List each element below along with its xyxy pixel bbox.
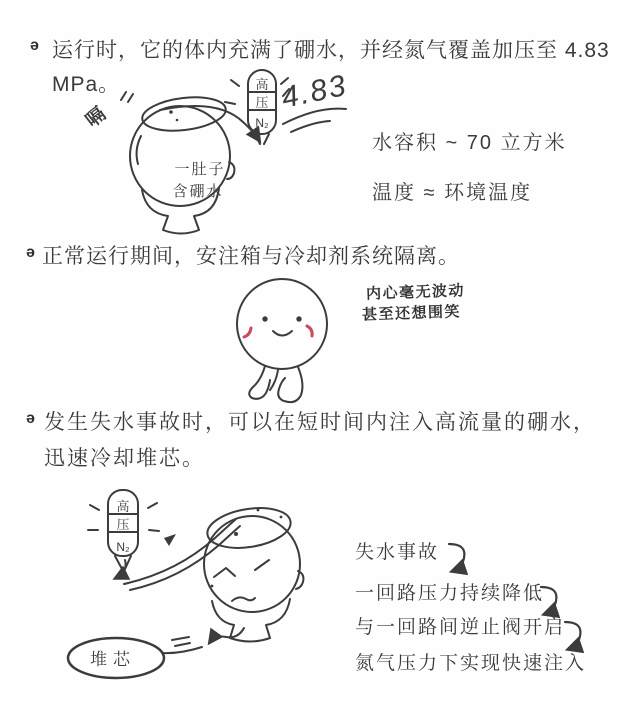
sound-emphasis-marks [121, 92, 133, 102]
blob-smile [273, 331, 292, 336]
tank-right-brow [255, 560, 269, 570]
pipe-to-cylinder-arrow [160, 106, 259, 140]
step-pressure-drop: 一回路压力持续降低 [355, 583, 545, 604]
calm-blob-character [218, 274, 358, 404]
curvy-arrow-icon [446, 540, 476, 576]
tank-shading-line [137, 136, 141, 164]
bullet-3-marker: ə [26, 410, 35, 427]
cylinder-label-high: 高 [255, 77, 269, 92]
tank-pedestal [212, 599, 290, 642]
tank-strain-mouth [232, 597, 255, 601]
outflow-tail-line [162, 647, 202, 653]
tank-left-brow [214, 568, 235, 577]
bullet-1-text-line1: 运行时，它的体内充满了硼水，并经氮气覆盖加压至 4.83 [52, 39, 610, 62]
blob-head [237, 279, 327, 369]
blob-thigh-line [270, 370, 278, 390]
injection-swoosh-line2 [130, 526, 240, 590]
cylinder-label-pressure: 压 [255, 95, 269, 110]
speed-dashes [172, 637, 190, 646]
core-label: 堆芯 [90, 650, 136, 669]
cylinder-label-high: 高 [116, 499, 130, 514]
bullet-2-text: 正常运行期间，安注箱与冷却剂系统隔离。 [42, 245, 460, 268]
blob-note-line1: 内心毫无波动 [365, 282, 466, 303]
step-loca: 失水事故 [355, 542, 440, 563]
bullet-2-marker: ə [26, 244, 35, 261]
straining-tank [204, 503, 303, 642]
blob-left-eye [262, 316, 267, 321]
swoosh-arrowhead [164, 534, 176, 546]
bullet-3-text-line1: 发生失水事故时，可以在短时间内注入高流量的硼水， [44, 411, 596, 434]
step-fast-injection: 氮气压力下实现快速注入 [355, 653, 587, 674]
blob-note-line2: 甚至还想围笑 [361, 303, 462, 324]
tank-belly-label-line2: 含硼水 [172, 183, 224, 200]
blob-right-eye [296, 316, 301, 321]
loca-injection-illustration [52, 474, 357, 718]
curvy-arrow-icon [562, 618, 592, 654]
bullet-1-text-line2: MPa。 [52, 73, 121, 96]
fact-water-volume: 水容积 ~ 70 立方米 [372, 132, 567, 154]
blob-left-blush [244, 328, 251, 337]
blob-right-blush [307, 326, 312, 336]
cylinder-label-pressure: 压 [116, 517, 130, 532]
accumulator-tank-illustration [78, 64, 350, 240]
blob-left-leg [249, 366, 270, 399]
bullet-3-text-line2: 迅速冷却堆芯。 [44, 447, 205, 470]
handwritten-pressure-value: 4.83 [278, 68, 351, 115]
fact-temperature: 温度 ≈ 环境温度 [372, 182, 533, 204]
curvy-arrow-icon [538, 583, 568, 619]
cylinder-outlet-arrow [116, 560, 126, 578]
burp-sound-label: 嗝 [82, 103, 111, 132]
step-check-valve-open: 与一回路间逆止阀开启 [355, 617, 566, 638]
tank-belly-label-line1: 一肚子 [174, 161, 226, 178]
bullet-1-marker: ə [30, 37, 39, 54]
cylinder-label-n2: N₂ [255, 116, 269, 130]
cylinder-label-n2: N₂ [116, 540, 130, 554]
blob-right-leg [278, 367, 302, 402]
